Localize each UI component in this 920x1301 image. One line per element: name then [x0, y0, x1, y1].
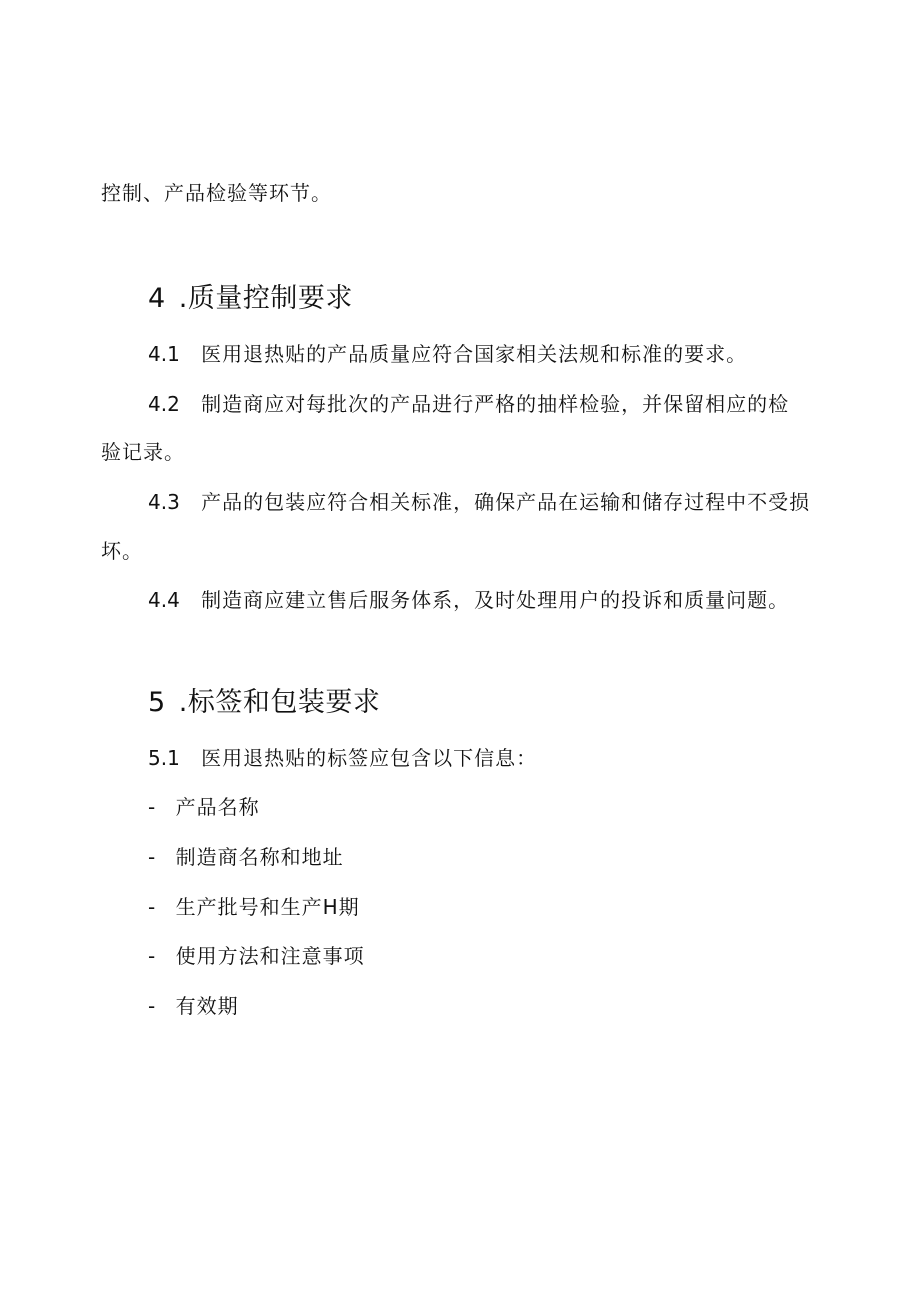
item-5-1-text: 医用退热贴的标签应包含以下信息：	[201, 746, 538, 770]
list-dash: -	[148, 944, 157, 968]
intro-continuation: 控制、产品检验等环节。	[101, 181, 332, 205]
item-4-3-text: 产品的包装应符合相关标准，确保产品在运输和储存过程中不受损	[201, 490, 811, 514]
item-4-4-number: 4.4	[148, 588, 180, 612]
item-4-1-text: 医用退热贴的产品质量应符合国家相关法规和标准的要求。	[201, 342, 748, 366]
section-5-number: 5	[148, 687, 166, 718]
section-4-number: 4	[148, 283, 166, 314]
section-5-heading	[148, 686, 380, 720]
item-4-4-text: 制造商应建立售后服务体系，及时处理用户的投诉和质量问题。	[201, 588, 790, 612]
list-dash: -	[148, 795, 157, 819]
list-dash: -	[148, 994, 157, 1018]
list-item	[148, 993, 239, 1019]
item-4-3-continuation: 坏。	[101, 539, 143, 563]
section-5-title: .标签和包装要求	[178, 687, 381, 718]
list-item	[148, 943, 365, 969]
item-4-4	[148, 587, 789, 613]
list-dash: -	[148, 895, 157, 919]
list-item-text: 产品名称	[175, 795, 260, 819]
list-item	[148, 844, 344, 870]
item-4-1	[148, 341, 747, 367]
item-4-2-number: 4.2	[148, 392, 180, 416]
list-item-text: 使用方法和注意事项	[175, 944, 365, 968]
item-4-2-continuation: 验记录。	[101, 440, 185, 464]
section-4-heading	[148, 282, 353, 316]
list-item-text: 生产批号和生产H期	[175, 895, 360, 919]
section-4-title: .质量控制要求	[178, 283, 353, 314]
list-item	[148, 794, 260, 820]
item-4-2	[148, 391, 789, 417]
list-item-text: 有效期	[175, 994, 239, 1018]
item-4-2-text: 制造商应对每批次的产品进行严格的抽样检验，并保留相应的检	[201, 392, 790, 416]
item-4-1-number: 4.1	[148, 342, 180, 366]
item-4-3	[148, 489, 810, 515]
list-item	[148, 894, 360, 920]
list-item-text: 制造商名称和地址	[175, 845, 344, 869]
item-5-1-number: 5.1	[148, 746, 180, 770]
item-4-3-number: 4.3	[148, 490, 180, 514]
list-dash: -	[148, 845, 157, 869]
item-5-1	[148, 745, 537, 771]
